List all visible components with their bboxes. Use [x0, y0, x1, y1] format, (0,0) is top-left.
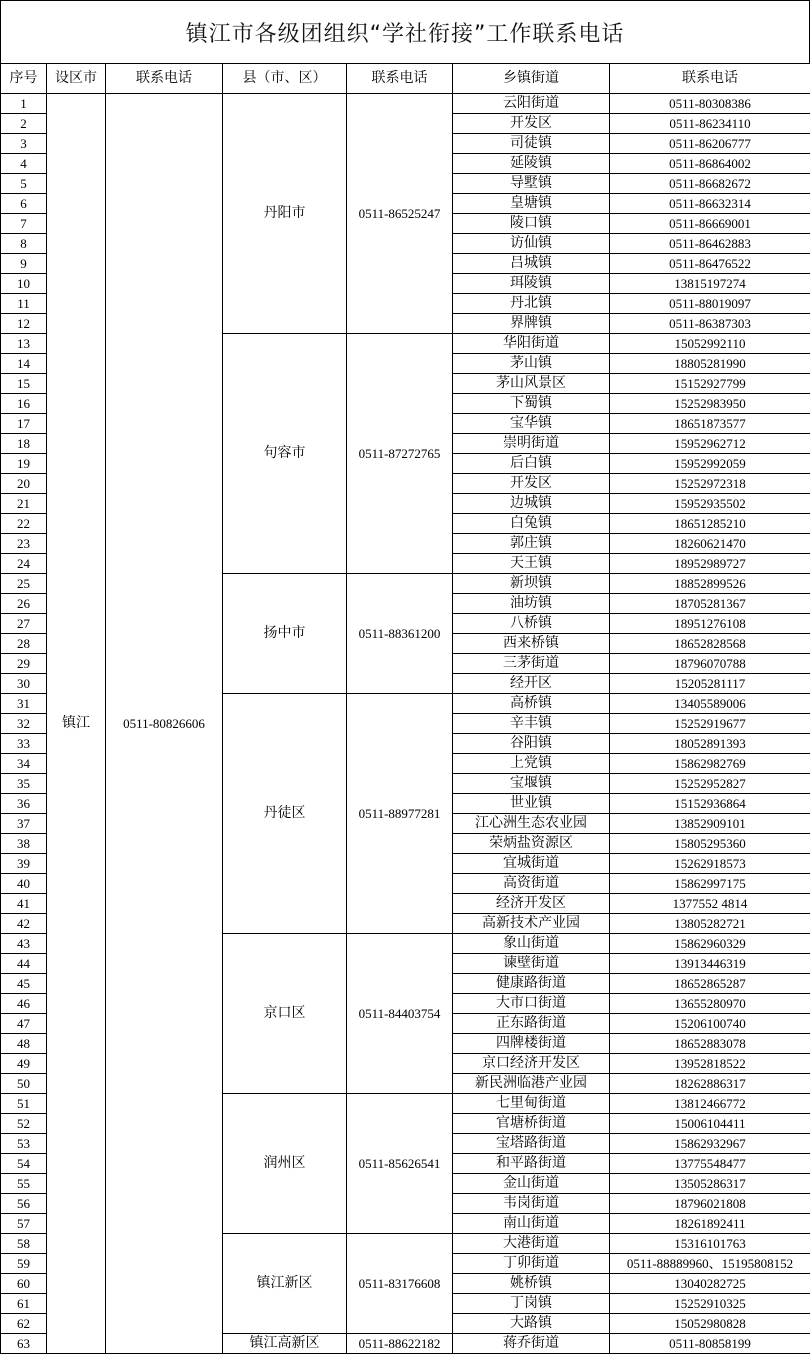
- header-town: 乡镇街道: [453, 64, 610, 94]
- row-index: 52: [1, 1114, 47, 1134]
- row-index: 25: [1, 574, 47, 594]
- row-index: 45: [1, 974, 47, 994]
- row-index: 28: [1, 634, 47, 654]
- town-phone: 15316101763: [610, 1234, 810, 1254]
- town-name: 高资街道: [453, 874, 610, 894]
- row-index: 46: [1, 994, 47, 1014]
- row-index: 60: [1, 1274, 47, 1294]
- row-index: 21: [1, 494, 47, 514]
- row-index: 57: [1, 1214, 47, 1234]
- town-phone: 0511-86476522: [610, 254, 810, 274]
- town-name: 郭庄镇: [453, 534, 610, 554]
- town-phone: 13775548477: [610, 1154, 810, 1174]
- town-name: 四牌楼街道: [453, 1034, 610, 1054]
- row-index: 32: [1, 714, 47, 734]
- county-name: 句容市: [223, 334, 347, 574]
- town-phone: 18796021808: [610, 1194, 810, 1214]
- row-index: 43: [1, 934, 47, 954]
- county-phone: 0511-88622182: [347, 1334, 453, 1354]
- town-name: 珥陵镇: [453, 274, 610, 294]
- town-phone: 18261892411: [610, 1214, 810, 1234]
- town-name: 金山街道: [453, 1174, 610, 1194]
- town-phone: 15206100740: [610, 1014, 810, 1034]
- row-index: 31: [1, 694, 47, 714]
- row-index: 5: [1, 174, 47, 194]
- county-phone: 0511-83176608: [347, 1234, 453, 1334]
- row-index: 3: [1, 134, 47, 154]
- county-name: 镇江新区: [223, 1234, 347, 1334]
- row-index: 12: [1, 314, 47, 334]
- town-phone: 18852899526: [610, 574, 810, 594]
- town-phone: 13505286317: [610, 1174, 810, 1194]
- town-name: 高桥镇: [453, 694, 610, 714]
- county-phone: 0511-86525247: [347, 94, 453, 334]
- row-index: 15: [1, 374, 47, 394]
- town-name: 司徒镇: [453, 134, 610, 154]
- town-phone: 0511-86234110: [610, 114, 810, 134]
- town-name: 韦岗街道: [453, 1194, 610, 1214]
- town-name: 新坝镇: [453, 574, 610, 594]
- town-name: 宝塔路街道: [453, 1134, 610, 1154]
- row-index: 56: [1, 1194, 47, 1214]
- town-phone: 15262918573: [610, 854, 810, 874]
- county-phone: 0511-88977281: [347, 694, 453, 934]
- row-index: 35: [1, 774, 47, 794]
- town-phone: 1377552 4814: [610, 894, 810, 914]
- town-name: 丁卯街道: [453, 1254, 610, 1274]
- town-phone: 15252972318: [610, 474, 810, 494]
- town-phone: 18652883078: [610, 1034, 810, 1054]
- town-phone: 18952989727: [610, 554, 810, 574]
- row-index: 14: [1, 354, 47, 374]
- town-name: 开发区: [453, 474, 610, 494]
- town-name: 南山街道: [453, 1214, 610, 1234]
- town-phone: 0511-80858199: [610, 1334, 810, 1354]
- town-name: 三茅街道: [453, 654, 610, 674]
- town-phone: 18651285210: [610, 514, 810, 534]
- row-index: 20: [1, 474, 47, 494]
- row-index: 62: [1, 1314, 47, 1334]
- town-phone: 18805281990: [610, 354, 810, 374]
- town-name: 新民洲临港产业园: [453, 1074, 610, 1094]
- town-phone: 18651873577: [610, 414, 810, 434]
- town-phone: 15006104411: [610, 1114, 810, 1134]
- row-index: 38: [1, 834, 47, 854]
- town-name: 大市口街道: [453, 994, 610, 1014]
- town-phone: 0511-86387303: [610, 314, 810, 334]
- header-index: 序号: [1, 64, 47, 94]
- town-phone: 18652865287: [610, 974, 810, 994]
- town-phone: 15252983950: [610, 394, 810, 414]
- town-phone: 18652828568: [610, 634, 810, 654]
- row-index: 40: [1, 874, 47, 894]
- town-name: 上党镇: [453, 754, 610, 774]
- town-phone: 0511-88889960、15195808152: [610, 1254, 810, 1274]
- town-name: 健康路街道: [453, 974, 610, 994]
- town-name: 大港街道: [453, 1234, 610, 1254]
- town-name: 江心洲生态农业园: [453, 814, 610, 834]
- county-name: 丹徒区: [223, 694, 347, 934]
- town-phone: 13040282725: [610, 1274, 810, 1294]
- town-phone: 0511-86864002: [610, 154, 810, 174]
- town-name: 界牌镇: [453, 314, 610, 334]
- town-name: 访仙镇: [453, 234, 610, 254]
- county-phone: 0511-88361200: [347, 574, 453, 694]
- town-name: 宝华镇: [453, 414, 610, 434]
- page-title: 镇江市各级团组织“学社衔接”工作联系电话: [0, 0, 810, 64]
- row-index: 61: [1, 1294, 47, 1314]
- row-index: 1: [1, 94, 47, 114]
- town-phone: 15252910325: [610, 1294, 810, 1314]
- row-index: 51: [1, 1094, 47, 1114]
- town-name: 西来桥镇: [453, 634, 610, 654]
- county-name: 镇江高新区: [223, 1334, 347, 1354]
- row-index: 4: [1, 154, 47, 174]
- town-phone: 15152927799: [610, 374, 810, 394]
- row-index: 47: [1, 1014, 47, 1034]
- row-index: 8: [1, 234, 47, 254]
- row-index: 44: [1, 954, 47, 974]
- town-name: 油坊镇: [453, 594, 610, 614]
- town-phone: 0511-86632314: [610, 194, 810, 214]
- town-phone: 0511-86669001: [610, 214, 810, 234]
- town-name: 陵口镇: [453, 214, 610, 234]
- county-name: 润州区: [223, 1094, 347, 1234]
- county-phone: 0511-87272765: [347, 334, 453, 574]
- row-index: 37: [1, 814, 47, 834]
- city-name: 镇江: [47, 94, 106, 1354]
- row-index: 2: [1, 114, 47, 134]
- town-name: 开发区: [453, 114, 610, 134]
- row-index: 16: [1, 394, 47, 414]
- town-phone: 15862960329: [610, 934, 810, 954]
- town-name: 京口经济开发区: [453, 1054, 610, 1074]
- row-index: 54: [1, 1154, 47, 1174]
- town-phone: 13805282721: [610, 914, 810, 934]
- table-row: [1, 94, 810, 114]
- row-index: 11: [1, 294, 47, 314]
- county-name: 丹阳市: [223, 94, 347, 334]
- row-index: 26: [1, 594, 47, 614]
- town-phone: 15152936864: [610, 794, 810, 814]
- town-name: 后白镇: [453, 454, 610, 474]
- town-name: 延陵镇: [453, 154, 610, 174]
- town-phone: 15862932967: [610, 1134, 810, 1154]
- row-index: 59: [1, 1254, 47, 1274]
- town-name: 丁岗镇: [453, 1294, 610, 1314]
- header-row: [1, 64, 810, 94]
- town-name: 下蜀镇: [453, 394, 610, 414]
- town-name: 宝堰镇: [453, 774, 610, 794]
- town-name: 和平路街道: [453, 1154, 610, 1174]
- town-name: 荣炳盐资源区: [453, 834, 610, 854]
- header-town-phone: 联系电话: [610, 64, 810, 94]
- row-index: 63: [1, 1334, 47, 1354]
- town-phone: 15952962712: [610, 434, 810, 454]
- town-phone: 15952992059: [610, 454, 810, 474]
- town-name: 蒋乔街道: [453, 1334, 610, 1354]
- city-phone: 0511-80826606: [106, 94, 223, 1354]
- row-index: 30: [1, 674, 47, 694]
- town-name: 辛丰镇: [453, 714, 610, 734]
- row-index: 9: [1, 254, 47, 274]
- town-phone: 18260621470: [610, 534, 810, 554]
- row-index: 22: [1, 514, 47, 534]
- town-name: 正东路街道: [453, 1014, 610, 1034]
- town-phone: 15052980828: [610, 1314, 810, 1334]
- header-county-phone: 联系电话: [347, 64, 453, 94]
- contact-table: [0, 63, 810, 1354]
- town-phone: 15252952827: [610, 774, 810, 794]
- town-name: 八桥镇: [453, 614, 610, 634]
- town-phone: 18705281367: [610, 594, 810, 614]
- row-index: 7: [1, 214, 47, 234]
- town-name: 丹北镇: [453, 294, 610, 314]
- town-phone: 15805295360: [610, 834, 810, 854]
- row-index: 34: [1, 754, 47, 774]
- town-name: 茅山镇: [453, 354, 610, 374]
- town-phone: 15952935502: [610, 494, 810, 514]
- town-phone: 18052891393: [610, 734, 810, 754]
- town-phone: 18262886317: [610, 1074, 810, 1094]
- header-city: 设区市: [47, 64, 106, 94]
- county-phone: 0511-85626541: [347, 1094, 453, 1234]
- row-index: 33: [1, 734, 47, 754]
- town-name: 谷阳镇: [453, 734, 610, 754]
- row-index: 29: [1, 654, 47, 674]
- row-index: 23: [1, 534, 47, 554]
- header-city-phone: 联系电话: [106, 64, 223, 94]
- town-name: 天王镇: [453, 554, 610, 574]
- town-name: 白兔镇: [453, 514, 610, 534]
- row-index: 53: [1, 1134, 47, 1154]
- row-index: 41: [1, 894, 47, 914]
- town-name: 七里甸街道: [453, 1094, 610, 1114]
- town-name: 世业镇: [453, 794, 610, 814]
- row-index: 10: [1, 274, 47, 294]
- town-phone: 0511-80308386: [610, 94, 810, 114]
- town-name: 大路镇: [453, 1314, 610, 1334]
- town-phone: 15862997175: [610, 874, 810, 894]
- row-index: 18: [1, 434, 47, 454]
- town-phone: 0511-88019097: [610, 294, 810, 314]
- row-index: 36: [1, 794, 47, 814]
- town-name: 云阳街道: [453, 94, 610, 114]
- town-name: 边城镇: [453, 494, 610, 514]
- row-index: 50: [1, 1074, 47, 1094]
- county-name: 京口区: [223, 934, 347, 1094]
- town-phone: 13852909101: [610, 814, 810, 834]
- row-index: 49: [1, 1054, 47, 1074]
- county-name: 扬中市: [223, 574, 347, 694]
- town-phone: 15205281117: [610, 674, 810, 694]
- row-index: 42: [1, 914, 47, 934]
- row-index: 24: [1, 554, 47, 574]
- town-phone: 0511-86462883: [610, 234, 810, 254]
- town-phone: 0511-86206777: [610, 134, 810, 154]
- town-name: 官塘桥街道: [453, 1114, 610, 1134]
- row-index: 19: [1, 454, 47, 474]
- town-name: 茅山风景区: [453, 374, 610, 394]
- town-name: 宜城街道: [453, 854, 610, 874]
- town-phone: 13913446319: [610, 954, 810, 974]
- town-name: 崇明街道: [453, 434, 610, 454]
- town-name: 谏壁街道: [453, 954, 610, 974]
- row-index: 17: [1, 414, 47, 434]
- row-index: 39: [1, 854, 47, 874]
- county-phone: 0511-84403754: [347, 934, 453, 1094]
- town-name: 高新技术产业园: [453, 914, 610, 934]
- town-phone: 15252919677: [610, 714, 810, 734]
- header-county: 县（市、区）: [223, 64, 347, 94]
- row-index: 55: [1, 1174, 47, 1194]
- town-name: 经济开发区: [453, 894, 610, 914]
- town-name: 象山街道: [453, 934, 610, 954]
- town-name: 经开区: [453, 674, 610, 694]
- town-phone: 18951276108: [610, 614, 810, 634]
- town-phone: 15862982769: [610, 754, 810, 774]
- town-phone: 13952818522: [610, 1054, 810, 1074]
- row-index: 58: [1, 1234, 47, 1254]
- table-body: [1, 94, 810, 1354]
- town-phone: 13655280970: [610, 994, 810, 1014]
- town-phone: 18796070788: [610, 654, 810, 674]
- town-name: 皇塘镇: [453, 194, 610, 214]
- town-name: 导墅镇: [453, 174, 610, 194]
- town-phone: 13405589006: [610, 694, 810, 714]
- town-name: 华阳街道: [453, 334, 610, 354]
- town-phone: 0511-86682672: [610, 174, 810, 194]
- row-index: 13: [1, 334, 47, 354]
- town-phone: 13812466772: [610, 1094, 810, 1114]
- town-phone: 13815197274: [610, 274, 810, 294]
- town-name: 吕城镇: [453, 254, 610, 274]
- town-phone: 15052992110: [610, 334, 810, 354]
- row-index: 27: [1, 614, 47, 634]
- row-index: 6: [1, 194, 47, 214]
- town-name: 姚桥镇: [453, 1274, 610, 1294]
- row-index: 48: [1, 1034, 47, 1054]
